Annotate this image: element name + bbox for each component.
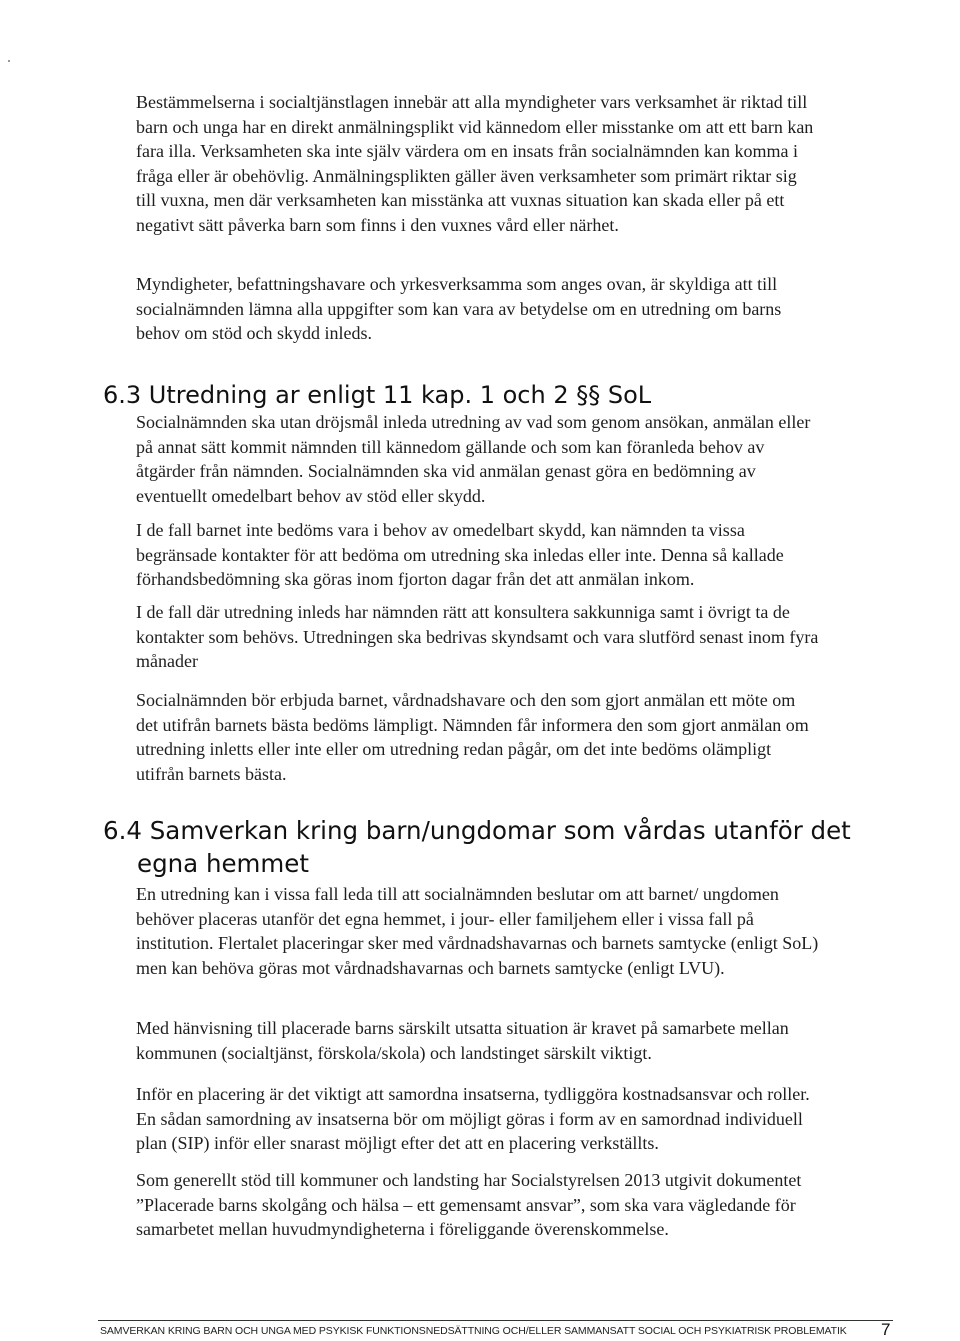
paragraph-samordning: Inför en placering är det viktigt att samordna insatserna, tydliggöra kostnadsansvar och roller. En sådan samordning av insatserna bör om möjligt göras i form av en samordnad individuell plan (SIP) inför eller snarast möjligt efter det att en placering verkställts.: [136, 1084, 810, 1154]
footer-rule: [98, 1320, 893, 1321]
section-heading-6-4-line1: 6.4 Samverkan kring barn/ungdomar som vårdas utanför det: [103, 816, 851, 845]
page-number: 7: [881, 1320, 891, 1339]
paragraph-sakkunniga: I de fall där utredning inleds har nämnden rätt att konsultera sakkunniga samt i övrigt ta de kontakter som behövs. Utredningen ska bedrivas skyndsamt och vara slutförd senast inom fyra månader: [136, 602, 819, 672]
paragraph-samarbete: Med hänvisning till placerade barns särskilt utsatta situation är kravet på samarbete mellan kommunen (socialtjänst, förskola/skola) och landstinget särskilt viktigt.: [136, 1018, 789, 1063]
paragraph-placering: En utredning kan i vissa fall leda till att socialnämnden beslutar om att barnet/ ungdomen behöver placeras utanför det egna hemmet, i jour- eller familjehem eller i vissa fall på institution. Flertalet placeringar sker med vårdnadshavarnas och barnets samtycke (enligt SoL) men kan behöva göras mot vårdnadshavarnas och barnets samtycke (enligt LVU).: [136, 884, 819, 978]
paragraph-socialstyrelsen: Som generellt stöd till kommuner och landsting har Socialstyrelsen 2013 utgivit dokumentet ”Placerade barns skolgång och hälsa – ett gemensamt ansvar”, som ska vara vägledande för samarbetet mellan huvudmyndigheterna i föreliggande överenskommelse.: [136, 1170, 802, 1240]
paragraph-utredning: Socialnämnden ska utan dröjsmål inleda utredning av vad som genom ansökan, anmälan eller på annat sätt kommit nämnden till kännedom gällande och som kan föranleda behov av åtgärder från nämnden. Socialnämnden ska vid anmälan genast göra en bedömning av eventuellt omedelbart behov av stöd eller skydd.: [136, 412, 811, 506]
paragraph-forhandsbedomning: I de fall barnet inte bedöms vara i behov av omedelbart skydd, kan nämnden ta vissa begränsade kontakter för att bedöma om utredning ska inledas eller inte. Denna så kallade förhandsbedömning ska göras inom fjorton dagar från det att anmälan inkom.: [136, 520, 784, 590]
footer-running-title: SAMVERKAN KRING BARN OCH UNGA MED PSYKISK FUNKTIONSNEDSÄTTNING OCH/ELLER SAMMANSATT SOCIAL OCH PSYKIATRISK PROBLEMATIK: [100, 1325, 847, 1337]
paragraph-mote: Socialnämnden bör erbjuda barnet, vårdnadshavare och den som gjort anmälan ett möte om det utifrån barnets bästa bedöms lämpligt. Nämnden får informera den som gjort anmälan om utredning inletts eller inte eller om utredning redan pågår, om det inte bedöms olämpligt utifrån barnets bästa.: [136, 690, 809, 784]
section-heading-6-4-line2: egna hemmet: [137, 849, 309, 878]
section-heading-6-3: 6.3 Utredning ar enligt 11 kap. 1 och 2 §§ SoL: [103, 381, 652, 409]
paragraph-anmalningsplikt: Bestämmelserna i socialtjänstlagen innebär att alla myndigheter vars verksamhet är riktad till barn och unga har en direkt anmälningsplikt vid kännedom eller misstanke om att ett barn kan fara illa. Verksamheten ska inte själv värdera om en insats från socialnämnden kan komma i fråga eller är obehövlig. Anmälningsplikten gäller även verksamheter som primärt riktar sig till vuxna, men där verksamheten kan misstänka att vuxnas situation kan skada eller på ett negativt sätt påverka barn som finns i den vuxnes vård eller närhet.: [136, 92, 814, 235]
paragraph-uppgiftsskyldighet: Myndigheter, befattningshavare och yrkesverksamma som anges ovan, är skyldiga att till socialnämnden lämna alla uppgifter som kan vara av betydelse om en utredning om barns behov om stöd och skydd inleds.: [136, 274, 782, 344]
scan-speck: [8, 60, 10, 62]
section-heading-6-4: [103, 814, 863, 880]
